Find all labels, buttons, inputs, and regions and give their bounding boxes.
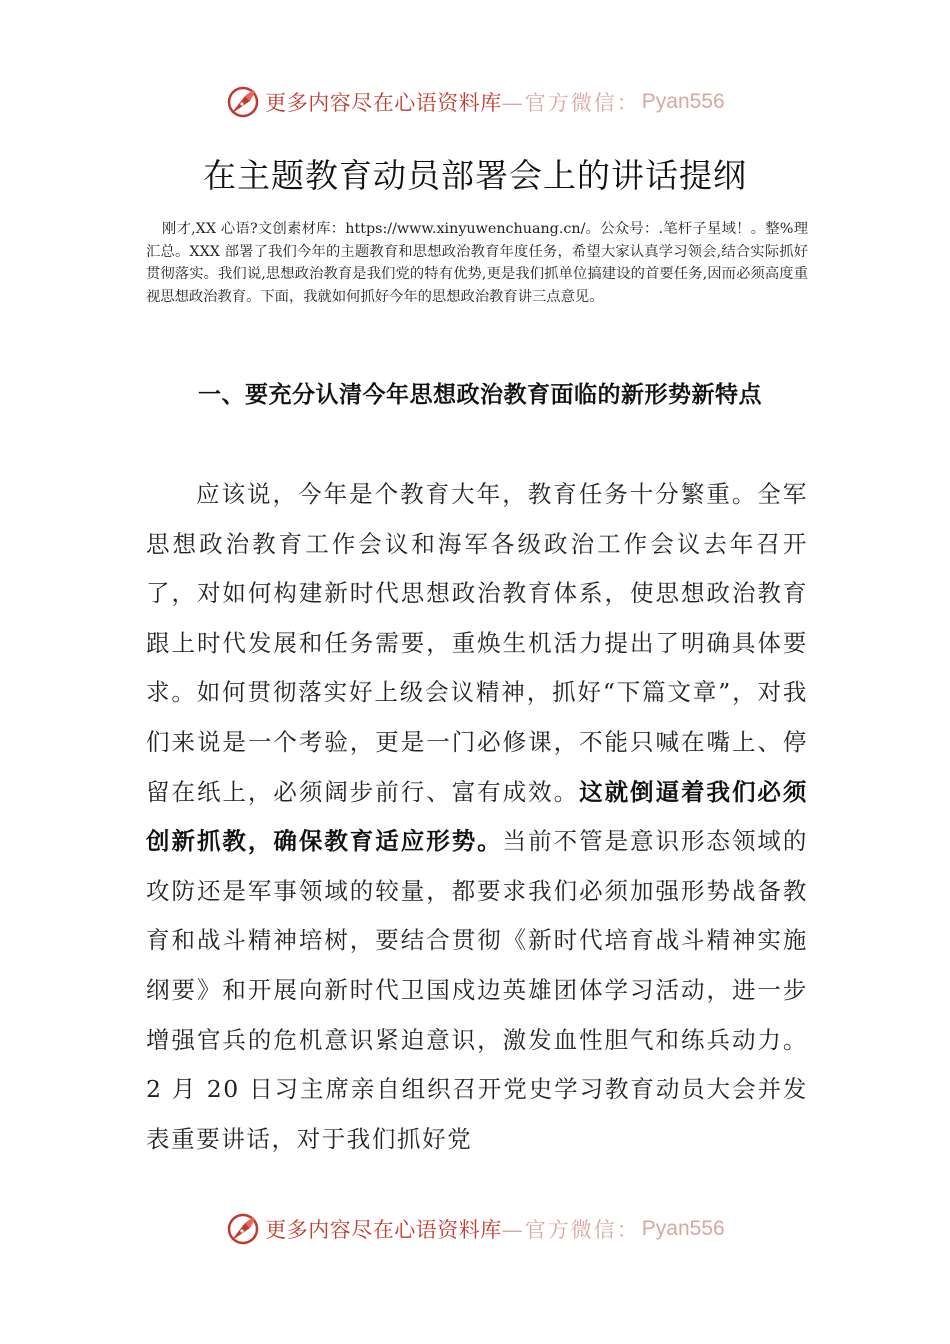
section-heading-1: 一、要充分认清今年思想政治教育面临的新形势新特点 [198, 382, 762, 408]
watermark-text: 更多内容尽在心语资料库 [265, 91, 502, 115]
watermark-banner-bottom [0, 1209, 950, 1249]
watermark-wechat-id: Pyan556 [641, 90, 725, 113]
pen-nib-circle-icon [225, 1211, 261, 1247]
body-paragraph-1 [146, 470, 808, 1164]
watermark-wechat-id: Pyan556 [641, 1217, 725, 1240]
intro-paragraph: 刚才,XX 心语?文创素材库：https://www.xinyuwenchuang.cn/。公众号：.笔杆子星域！。整%理汇总。XXX 部署了我们今年的主题教育和思想政治教育年度任务，希望大家认真学习领会,结合实际抓好贯彻落实。我们说,思想政治教育是我们党的特有优势,更是我们抓单位搞建设的首要任务,因而必须高度重视思想政治教育。下面，我就如何抓好今年的思想政治教育讲三点意见。 [146, 221, 808, 305]
pen-nib-circle-icon [225, 84, 261, 120]
watermark-text: 更多内容尽在心语资料库 [265, 1218, 502, 1242]
watermark-dash-text: —官方微信： [501, 1218, 640, 1242]
document-title: 在主题教育动员部署会上的讲话提纲 [203, 156, 747, 195]
watermark-banner-top [0, 82, 950, 122]
body-text-part-2: 当前不管是意识形态领域的攻防还是军事领域的较量，都要求我们必须加强形势战备教育和战斗精神培树，要结合贯彻《新时代培育战斗精神实施纲要》和开展向新时代卫国戍边英雄团体学习活动，进一步增强官兵的危机意识紧迫意识，激发血性胆气和练兵动力。2 月 20 日习主席亲自组织召开党史学习教育动员大会并发表重要讲话，对于我们抓好党 [146, 827, 809, 1153]
watermark-dash-text: —官方微信： [501, 91, 640, 115]
body-bold-emphasis: 这就倒逼着我们必须创新抓教，确保教育适应形势。 [146, 777, 808, 856]
body-text-part-1: 应该说，今年是个教育大年，教育任务十分繁重。全军思想政治教育工作会议和海军各级政治工作会议去年召开了，对如何构建新时代思想政治教育体系，使思想政治教育跟上时代发展和任务需要，重焕生机活力提出了明确具体要求。如何贯彻落实好上级会议精神，抓好“下篇文章”，对我们来说是一个考验，更是一门必修课，不能只喊在嘴上、停留在纸上，必须阔步前行、富有成效。 [146, 480, 808, 806]
